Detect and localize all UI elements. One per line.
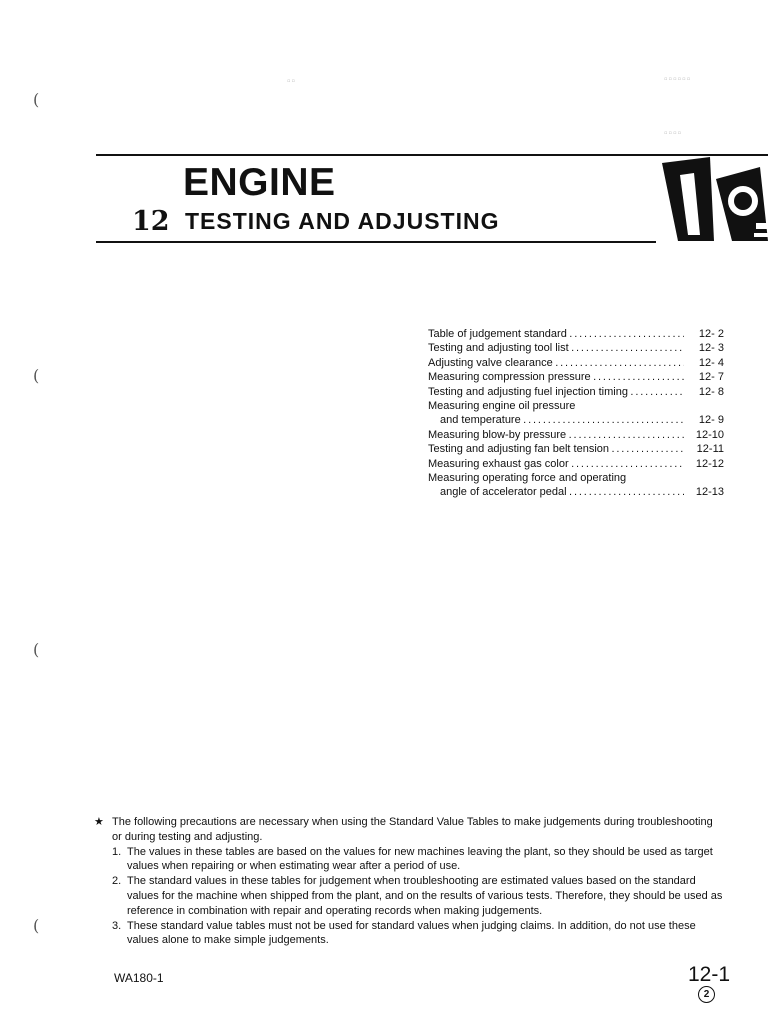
scan-artifact: ▫▫▫▫▫▫ xyxy=(664,74,692,85)
note-text: The values in these tables are based on the values for new machines leaving the plant, so they should be used as target values when repairing or when estimating wear after a period of use. xyxy=(127,845,713,873)
toc-entry-title: Testing and adjusting tool list . . . xyxy=(428,341,684,355)
toc-entry-page: 12- 9 xyxy=(698,414,724,427)
toc-entry-title: Measuring operating force and operating xyxy=(428,472,627,485)
binder-hole-mark: ( xyxy=(33,640,40,659)
toc-entry-page: 12- 3 xyxy=(698,342,724,355)
engine-piston-icon xyxy=(660,157,768,241)
toc-entry xyxy=(428,327,724,341)
toc-entry xyxy=(428,385,724,399)
revision-badge: 2 xyxy=(698,986,715,1003)
table-of-contents xyxy=(428,327,724,500)
toc-entry-title: Measuring engine oil pressure xyxy=(428,400,576,413)
toc-entry-title: angle of accelerator pedal . . . xyxy=(428,485,684,499)
toc-entry-title: Measuring exhaust gas color . . . xyxy=(428,457,684,471)
header-bottom-rule xyxy=(96,241,656,243)
list-item xyxy=(112,874,724,918)
page-number: 12-1 xyxy=(688,963,731,986)
toc-entry-title: Testing and adjusting fuel injection timing . . . xyxy=(428,385,684,399)
note-text: These standard value tables must not be used for standard values when judging claims. In addition, do not use these values alone to make simple judgements. xyxy=(127,919,696,947)
toc-entry-page: 12-10 xyxy=(695,428,724,441)
toc-entry xyxy=(428,471,724,485)
note-number: 3. xyxy=(112,919,122,932)
note-number: 2. xyxy=(112,875,122,888)
document-code: WA180-1 xyxy=(114,971,164,985)
toc-entry xyxy=(428,370,724,384)
toc-entry xyxy=(428,413,724,427)
binder-hole-mark: ( xyxy=(33,366,40,385)
toc-entry-title: Measuring blow-by pressure . . . xyxy=(428,428,684,442)
toc-entry xyxy=(428,356,724,370)
note-text: The standard values in these tables for judgement when troubleshooting are estimated values based on the standard values for the machine when shipped from the plant, and on the results of various tests. Therefore, they should be used as reference in combination with repair and operating records when making judgements. xyxy=(127,875,723,917)
toc-entry-page xyxy=(684,399,724,413)
star-icon: ★ xyxy=(94,816,104,828)
notes-list xyxy=(96,845,724,949)
toc-entry-page: 12-12 xyxy=(695,457,724,470)
scan-artifact: ▫▫▫▫ xyxy=(664,128,683,139)
toc-entry xyxy=(428,341,724,355)
toc-entry-title: Measuring compression pressure . . . xyxy=(428,370,684,384)
toc-entry-title: and temperature . . . xyxy=(428,413,684,427)
list-item xyxy=(112,919,724,949)
binder-hole-mark: ( xyxy=(33,916,40,935)
toc-entry xyxy=(428,399,724,413)
toc-entry-title: Testing and adjusting fan belt tension . . . xyxy=(428,442,684,456)
list-item xyxy=(112,845,724,875)
toc-entry xyxy=(428,457,724,471)
toc-entry-page: 12- 8 xyxy=(698,385,724,398)
section-title: TESTING AND ADJUSTING xyxy=(185,208,500,234)
precaution-notes xyxy=(96,815,724,948)
toc-entry-page xyxy=(684,471,724,485)
toc-entry xyxy=(428,428,724,442)
note-number: 1. xyxy=(112,845,122,858)
toc-entry-page: 12-13 xyxy=(695,486,724,499)
binder-hole-mark: ( xyxy=(33,90,40,109)
toc-entry-title: Adjusting valve clearance . . . xyxy=(428,356,684,370)
toc-entry-page: 12-11 xyxy=(696,443,724,456)
section-number: 12 xyxy=(132,206,170,237)
scan-artifact: ▫▫ xyxy=(287,76,297,87)
toc-entry xyxy=(428,485,724,499)
chapter-title: ENGINE xyxy=(183,161,336,204)
toc-entry-page: 12- 4 xyxy=(698,356,724,369)
notes-intro: The following precautions are necessary when using the Standard Value Tables to make judgements during troubleshooting or during testing and adjusting. xyxy=(112,816,713,843)
toc-entry-title: Table of judgement standard . . . xyxy=(428,327,684,341)
toc-entry-page: 12- 7 xyxy=(698,371,724,384)
header-top-rule xyxy=(96,154,768,156)
toc-entry-page: 12- 2 xyxy=(698,328,724,340)
toc-entry xyxy=(428,442,724,456)
